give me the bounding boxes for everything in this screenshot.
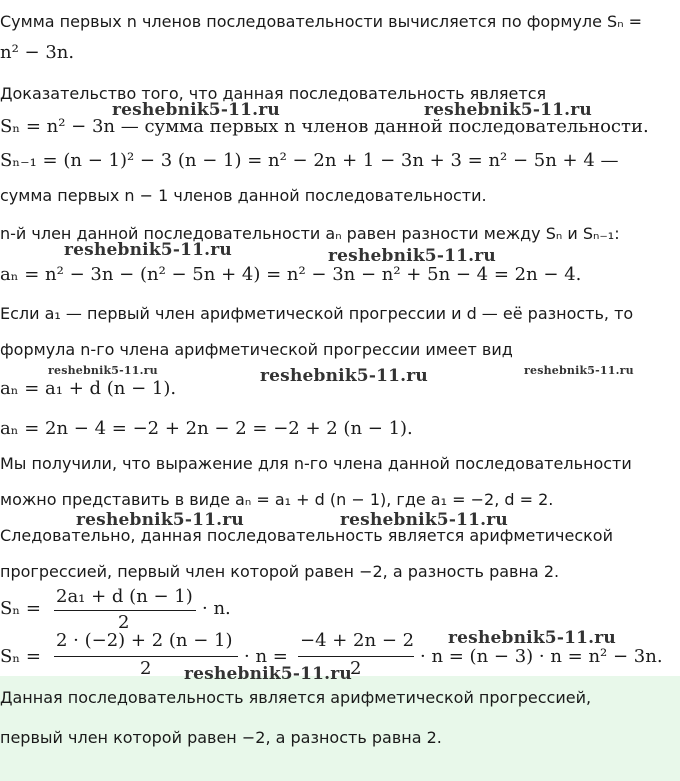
formula-18-left: Sₙ = xyxy=(0,646,41,667)
formula-18-right: · n = (n − 3) · n = n² − 3n. xyxy=(420,646,663,667)
formula-18-numerator-1: 2 · (−2) + 2 (n − 1) xyxy=(56,630,233,651)
watermark: reshebnik5-11.ru xyxy=(260,366,428,386)
formula-line-4: Sₙ = n² − 3n — сумма первых n членов данной последовательности. xyxy=(0,116,649,137)
formula-17-denominator: 2 xyxy=(118,612,130,633)
formula-line-5: Sₙ₋₁ = (n − 1)² − 3 (n − 1) = n² − 2n + 1 − 3n + 3 = n² − 5n + 4 — xyxy=(0,150,619,171)
formula-17-right: · n. xyxy=(202,598,231,619)
text-line-14: можно представить в виде aₙ = a₁ + d (n − 1), где a₁ = −2, d = 2. xyxy=(0,490,554,509)
formula-line-2: n² − 3n. xyxy=(0,42,75,63)
fraction-bar-18b xyxy=(298,656,414,657)
watermark: reshebnik5-11.ru xyxy=(64,240,232,260)
formula-line-11: aₙ = a₁ + d (n − 1). xyxy=(0,378,177,399)
text-line-6: сумма первых n − 1 членов данной последовательности. xyxy=(0,186,487,205)
text-line-10: формула n-го члена арифметической прогрессии имеет вид xyxy=(0,340,513,359)
text-line-13: Мы получили, что выражение для n-го члена данной последовательности xyxy=(0,454,632,473)
formula-18-denominator-1: 2 xyxy=(140,658,152,679)
formula-18-denominator-2: 2 xyxy=(350,658,362,679)
watermark: reshebnik5-11.ru xyxy=(448,628,616,648)
watermark: reshebnik5-11.ru xyxy=(340,510,508,530)
text-line-15: Следовательно, данная последовательность является арифметической xyxy=(0,526,613,545)
text-line-7: n-й член данной последовательности aₙ равен разности между Sₙ и Sₙ₋₁: xyxy=(0,224,620,243)
watermark: reshebnik5-11.ru xyxy=(184,664,352,684)
watermark: reshebnik5-11.ru xyxy=(328,246,496,266)
fraction-bar-17 xyxy=(54,610,196,611)
fraction-bar-18a xyxy=(54,656,238,657)
text-line-1: Сумма первых n членов последовательности вычисляется по формуле Sₙ = xyxy=(0,12,643,31)
formula-line-8: aₙ = n² − 3n − (n² − 5n + 4) = n² − 3n − n² + 5n − 4 = 2n − 4. xyxy=(0,264,582,285)
formula-18-mid: · n = xyxy=(244,646,288,667)
watermark: reshebnik5-11.ru xyxy=(76,510,244,530)
text-line-9: Если a₁ — первый член арифметической прогрессии и d — её разность, то xyxy=(0,304,634,323)
watermark: reshebnik5-11.ru xyxy=(424,100,592,120)
watermark: reshebnik5-11.ru xyxy=(48,364,158,377)
formula-17-numerator: 2a₁ + d (n − 1) xyxy=(56,586,193,607)
watermark: reshebnik5-11.ru xyxy=(112,100,280,120)
text-line-16: прогрессией, первый член которой равен −2, а разность равна 2. xyxy=(0,562,560,581)
formula-17-left: Sₙ = xyxy=(0,598,41,619)
text-line-3: Доказательство того, что данная последовательность является xyxy=(0,84,547,103)
watermark: reshebnik5-11.ru xyxy=(524,364,634,377)
conclusion-line-1: Данная последовательность является арифметической прогрессией, xyxy=(0,688,592,707)
conclusion-line-2: первый член которой равен −2, а разность равна 2. xyxy=(0,728,442,747)
formula-18-numerator-2: −4 + 2n − 2 xyxy=(300,630,415,651)
formula-line-12: aₙ = 2n − 4 = −2 + 2n − 2 = −2 + 2 (n − 1). xyxy=(0,418,413,439)
